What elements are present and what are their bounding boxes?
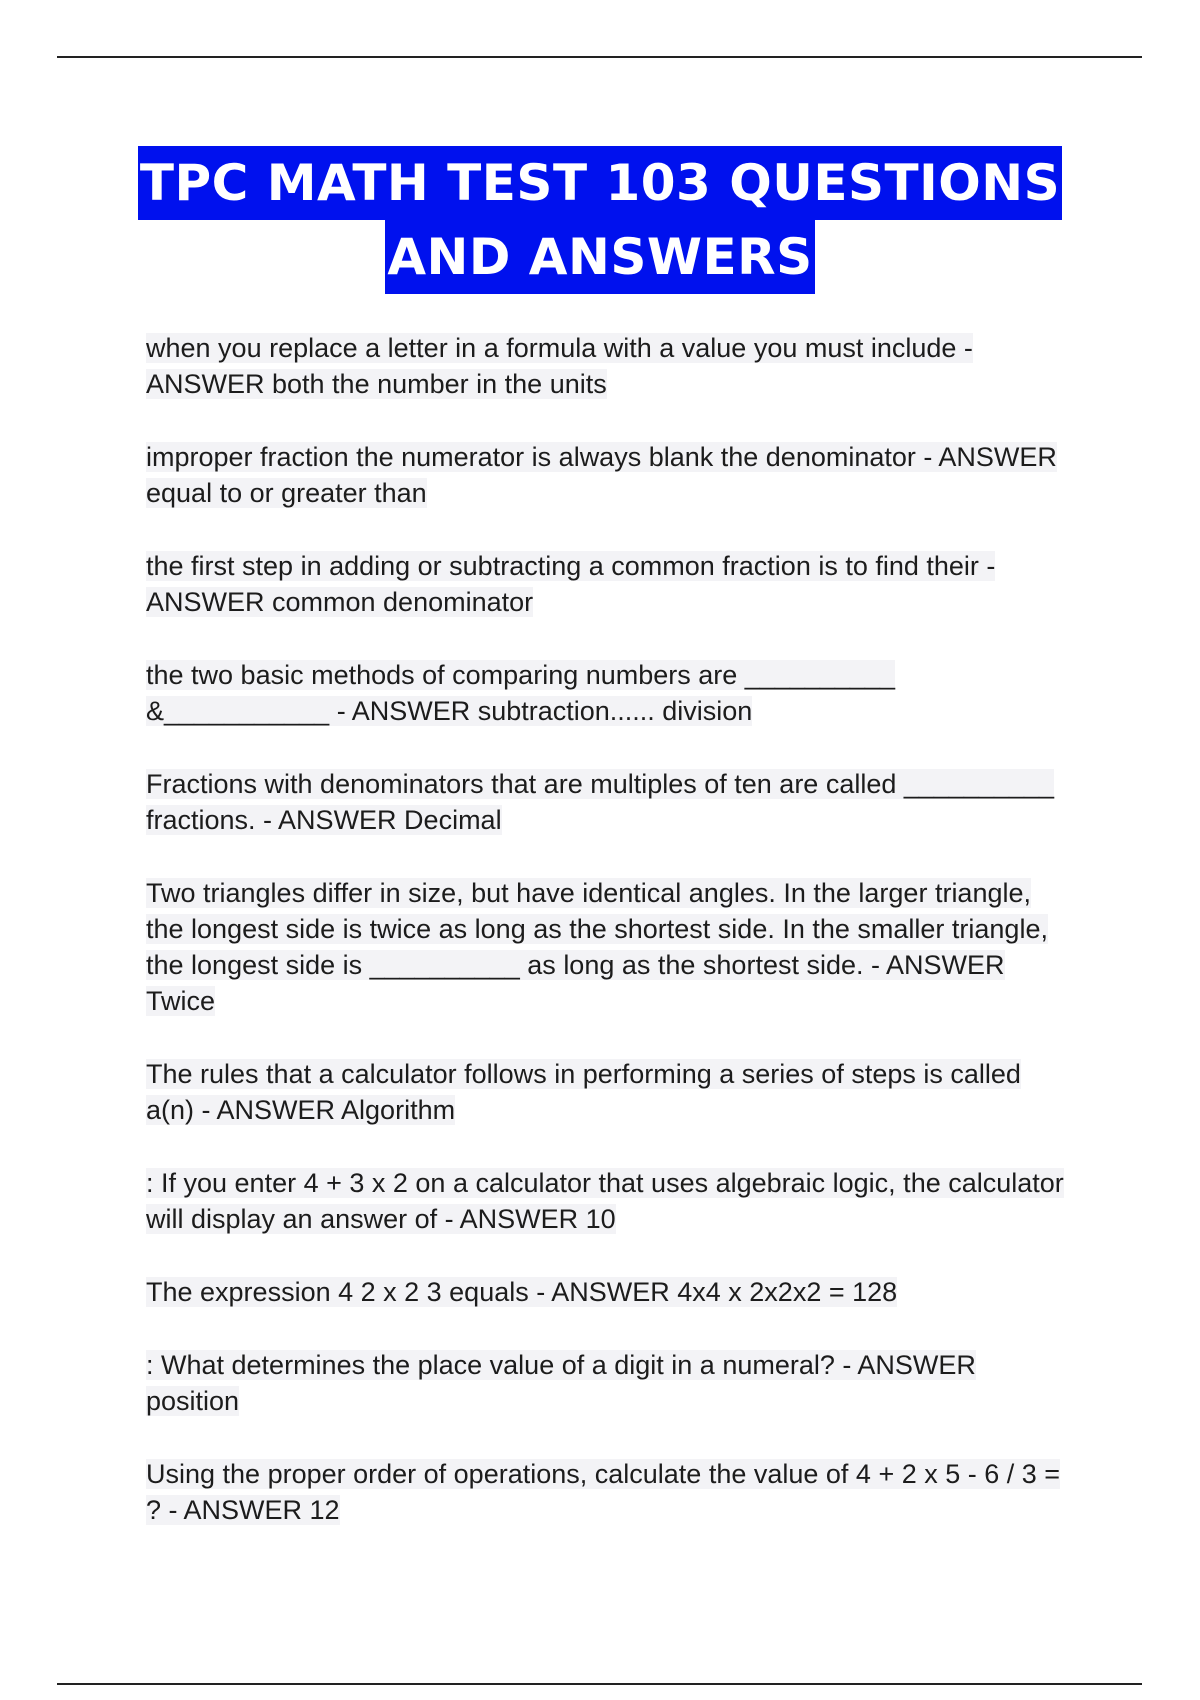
qa-text: improper fraction the numerator is always blank the denominator - ANSWER equal to or greater than (146, 442, 1057, 508)
title-line-1: TPC MATH TEST 103 QUESTIONS (138, 146, 1062, 220)
qa-item (146, 1274, 1066, 1310)
qa-item (146, 766, 1066, 838)
qa-item (146, 657, 1066, 729)
qa-item (146, 1347, 1066, 1419)
title-line-2: AND ANSWERS (385, 220, 814, 294)
qa-text: the first step in adding or subtracting a common fraction is to find their - ANSWER common denominator (146, 551, 996, 617)
qa-item (146, 1456, 1066, 1528)
qa-item (146, 1165, 1066, 1237)
qa-text: The expression 4 2 x 2 3 equals - ANSWER 4x4 x 2x2x2 = 128 (146, 1277, 898, 1307)
top-rule (57, 56, 1142, 58)
qa-list (146, 330, 1066, 1565)
qa-item (146, 439, 1066, 511)
qa-text: Using the proper order of operations, calculate the value of 4 + 2 x 5 - 6 / 3 = ? - ANSWER 12 (146, 1459, 1061, 1525)
qa-text: when you replace a letter in a formula with a value you must include - ANSWER both the number in the units (146, 333, 973, 399)
qa-text: Two triangles differ in size, but have identical angles. In the larger triangle, the longest side is twice as long as the shortest side. In the smaller triangle, the longest side is __________ as long as the shortest side. - ANSWER Twice (146, 878, 1048, 1016)
qa-text: : If you enter 4 + 3 x 2 on a calculator that uses algebraic logic, the calculator will display an answer of - ANSWER 10 (146, 1168, 1064, 1234)
bottom-rule (57, 1683, 1142, 1685)
qa-item (146, 330, 1066, 402)
document-title (0, 146, 1200, 294)
qa-text: Fractions with denominators that are multiples of ten are called __________ fractions. - ANSWER Decimal (146, 769, 1055, 835)
qa-text: : What determines the place value of a digit in a numeral? - ANSWER position (146, 1350, 976, 1416)
qa-text: the two basic methods of comparing numbers are __________ &___________ - ANSWER subtraction...... division (146, 660, 895, 726)
qa-item (146, 1056, 1066, 1128)
qa-item (146, 875, 1066, 1019)
qa-item (146, 548, 1066, 620)
qa-text: The rules that a calculator follows in performing a series of steps is called a(n) - ANSWER Algorithm (146, 1059, 1021, 1125)
